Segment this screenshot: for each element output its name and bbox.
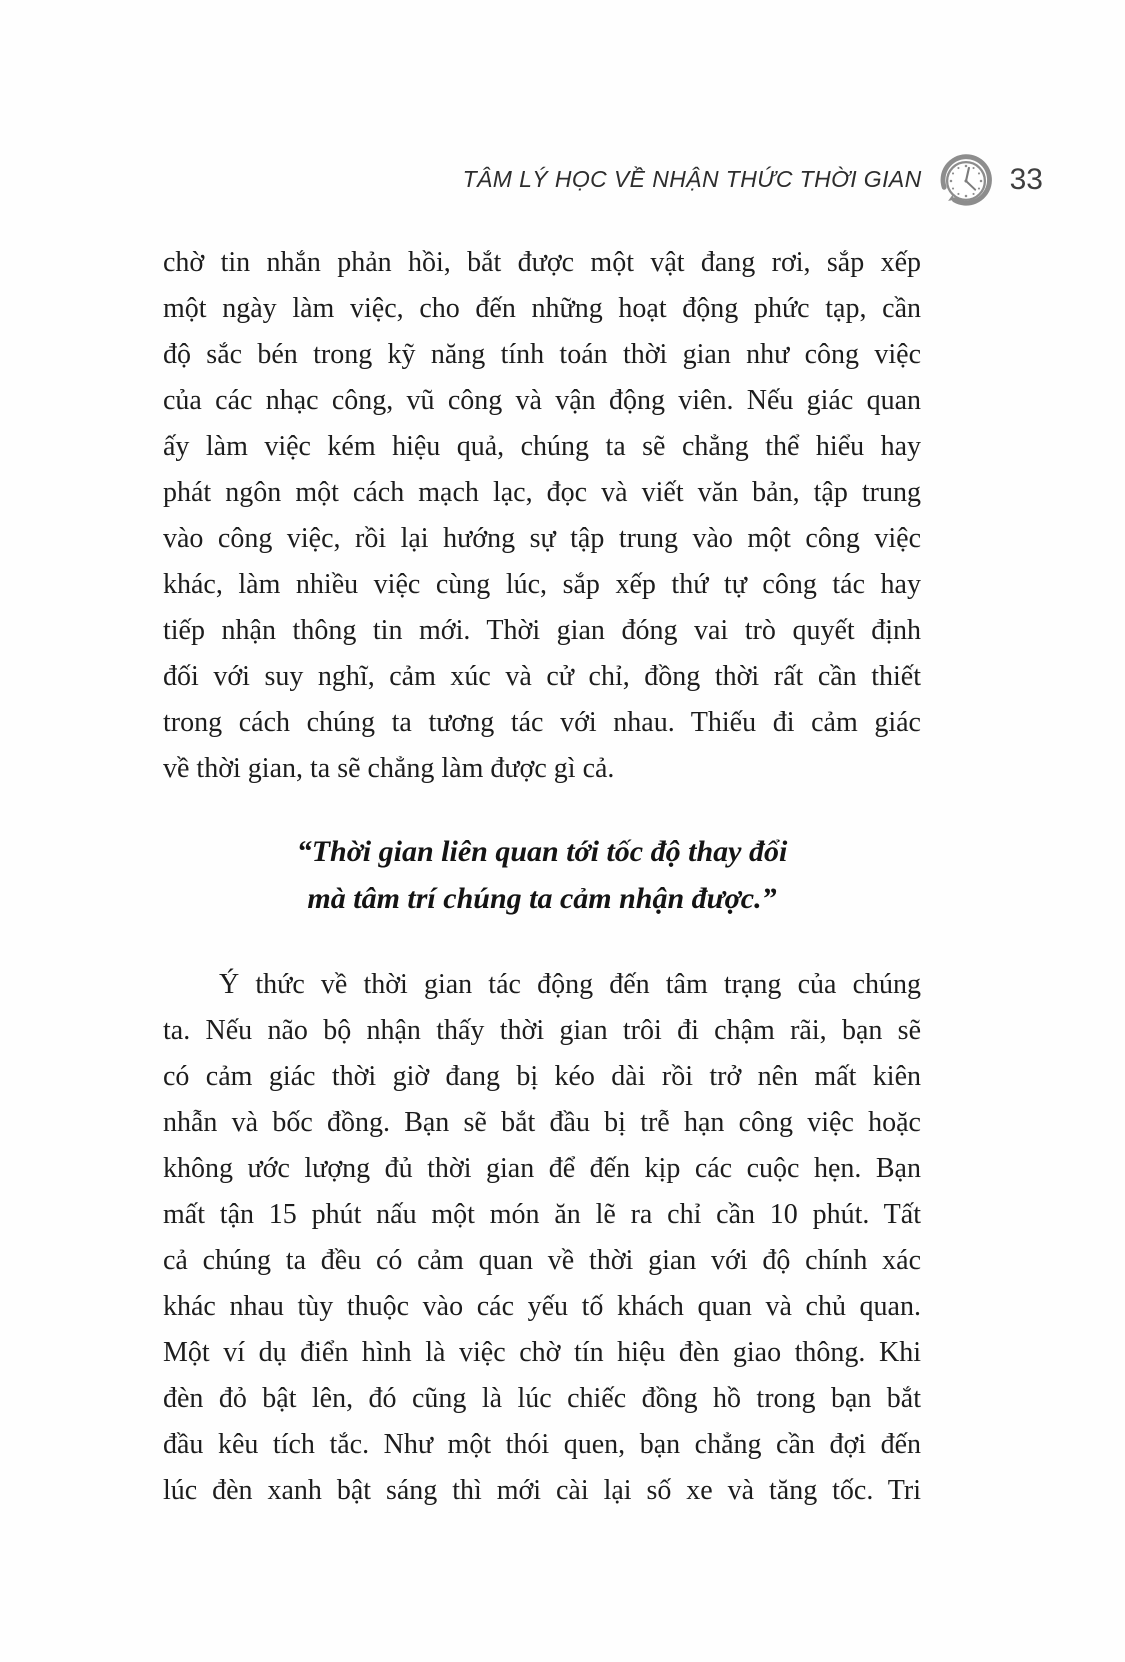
- text-line: khác nhau tùy thuộc vào các yếu tố khách quan và chủ quan.: [163, 1291, 921, 1322]
- text-line: cả chúng ta đều có cảm quan về thời gian với độ chính xác: [163, 1245, 921, 1276]
- chapter-title: TÂM LÝ HỌC VỀ NHẬN THỨC THỜI GIAN: [462, 165, 922, 192]
- text-line: tiếp nhận thông tin mới. Thời gian đóng vai trò quyết định: [163, 615, 921, 646]
- text-line: của các nhạc công, vũ công và vận động viên. Nếu giác quan: [163, 385, 921, 416]
- text-line: trong cách chúng ta tương tác với nhau. Thiếu đi cảm giác: [163, 707, 921, 738]
- text-line: ta. Nếu não bộ nhận thấy thời gian trôi đi chậm rãi, bạn sẽ: [163, 1015, 921, 1046]
- text-line: đầu kêu tích tắc. Như một thói quen, bạn chẳng cần đợi đến: [163, 1429, 921, 1460]
- text-line: không ước lượng đủ thời gian để đến kịp các cuộc hẹn. Bạn: [163, 1153, 921, 1184]
- text-line: khác, làm nhiều việc cùng lúc, sắp xếp thứ tự công tác hay: [163, 569, 921, 600]
- text-line: phát ngôn một cách mạch lạc, đọc và viết văn bản, tập trung: [163, 477, 921, 508]
- text-column: [163, 240, 921, 1514]
- text-line: vào công việc, rồi lại hướng sự tập trung vào một công việc: [163, 523, 921, 554]
- text-line: độ sắc bén trong kỹ năng tính toán thời gian như công việc: [163, 339, 921, 370]
- text-line: một ngày làm việc, cho đến những hoạt động phức tạp, cần: [163, 293, 921, 324]
- text-line: Một ví dụ điển hình là việc chờ tín hiệu đèn giao thông. Khi: [163, 1337, 921, 1368]
- paragraph-1: [163, 240, 921, 792]
- paragraph-2: [163, 962, 921, 1514]
- text-line: mất tận 15 phút nấu một món ăn lẽ ra chỉ cần 10 phút. Tất: [163, 1199, 921, 1230]
- text-line: có cảm giác thời giờ đang bị kéo dài rồi trở nên mất kiên: [163, 1061, 921, 1092]
- pull-quote: [163, 828, 921, 922]
- page-number: 33: [1009, 163, 1043, 196]
- text-line: chờ tin nhắn phản hồi, bắt được một vật đang rơi, sắp xếp: [163, 247, 921, 278]
- running-header: [463, 150, 1043, 212]
- text-line: đối với suy nghĩ, cảm xúc và cử chỉ, đồng thời rất cần thiết: [163, 661, 921, 692]
- quote-line: “Thời gian liên quan tới tốc độ thay đổi: [296, 835, 788, 868]
- clock-history-icon: [935, 150, 997, 212]
- text-line: về thời gian, ta sẽ chẳng làm được gì cả.: [163, 753, 615, 784]
- text-line: nhẫn và bốc đồng. Bạn sẽ bắt đầu bị trễ hạn công việc hoặc: [163, 1107, 921, 1138]
- quote-line: mà tâm trí chúng ta cảm nhận được.”: [307, 882, 777, 915]
- text-line: đèn đỏ bật lên, đó cũng là lúc chiếc đồng hồ trong bạn bắt: [163, 1383, 921, 1414]
- text-line: Ý thức về thời gian tác động đến tâm trạng của chúng: [219, 969, 921, 1000]
- text-line: lúc đèn xanh bật sáng thì mới cài lại số xe và tăng tốc. Tri: [163, 1475, 921, 1506]
- text-line: ấy làm việc kém hiệu quả, chúng ta sẽ chẳng thể hiểu hay: [163, 431, 921, 462]
